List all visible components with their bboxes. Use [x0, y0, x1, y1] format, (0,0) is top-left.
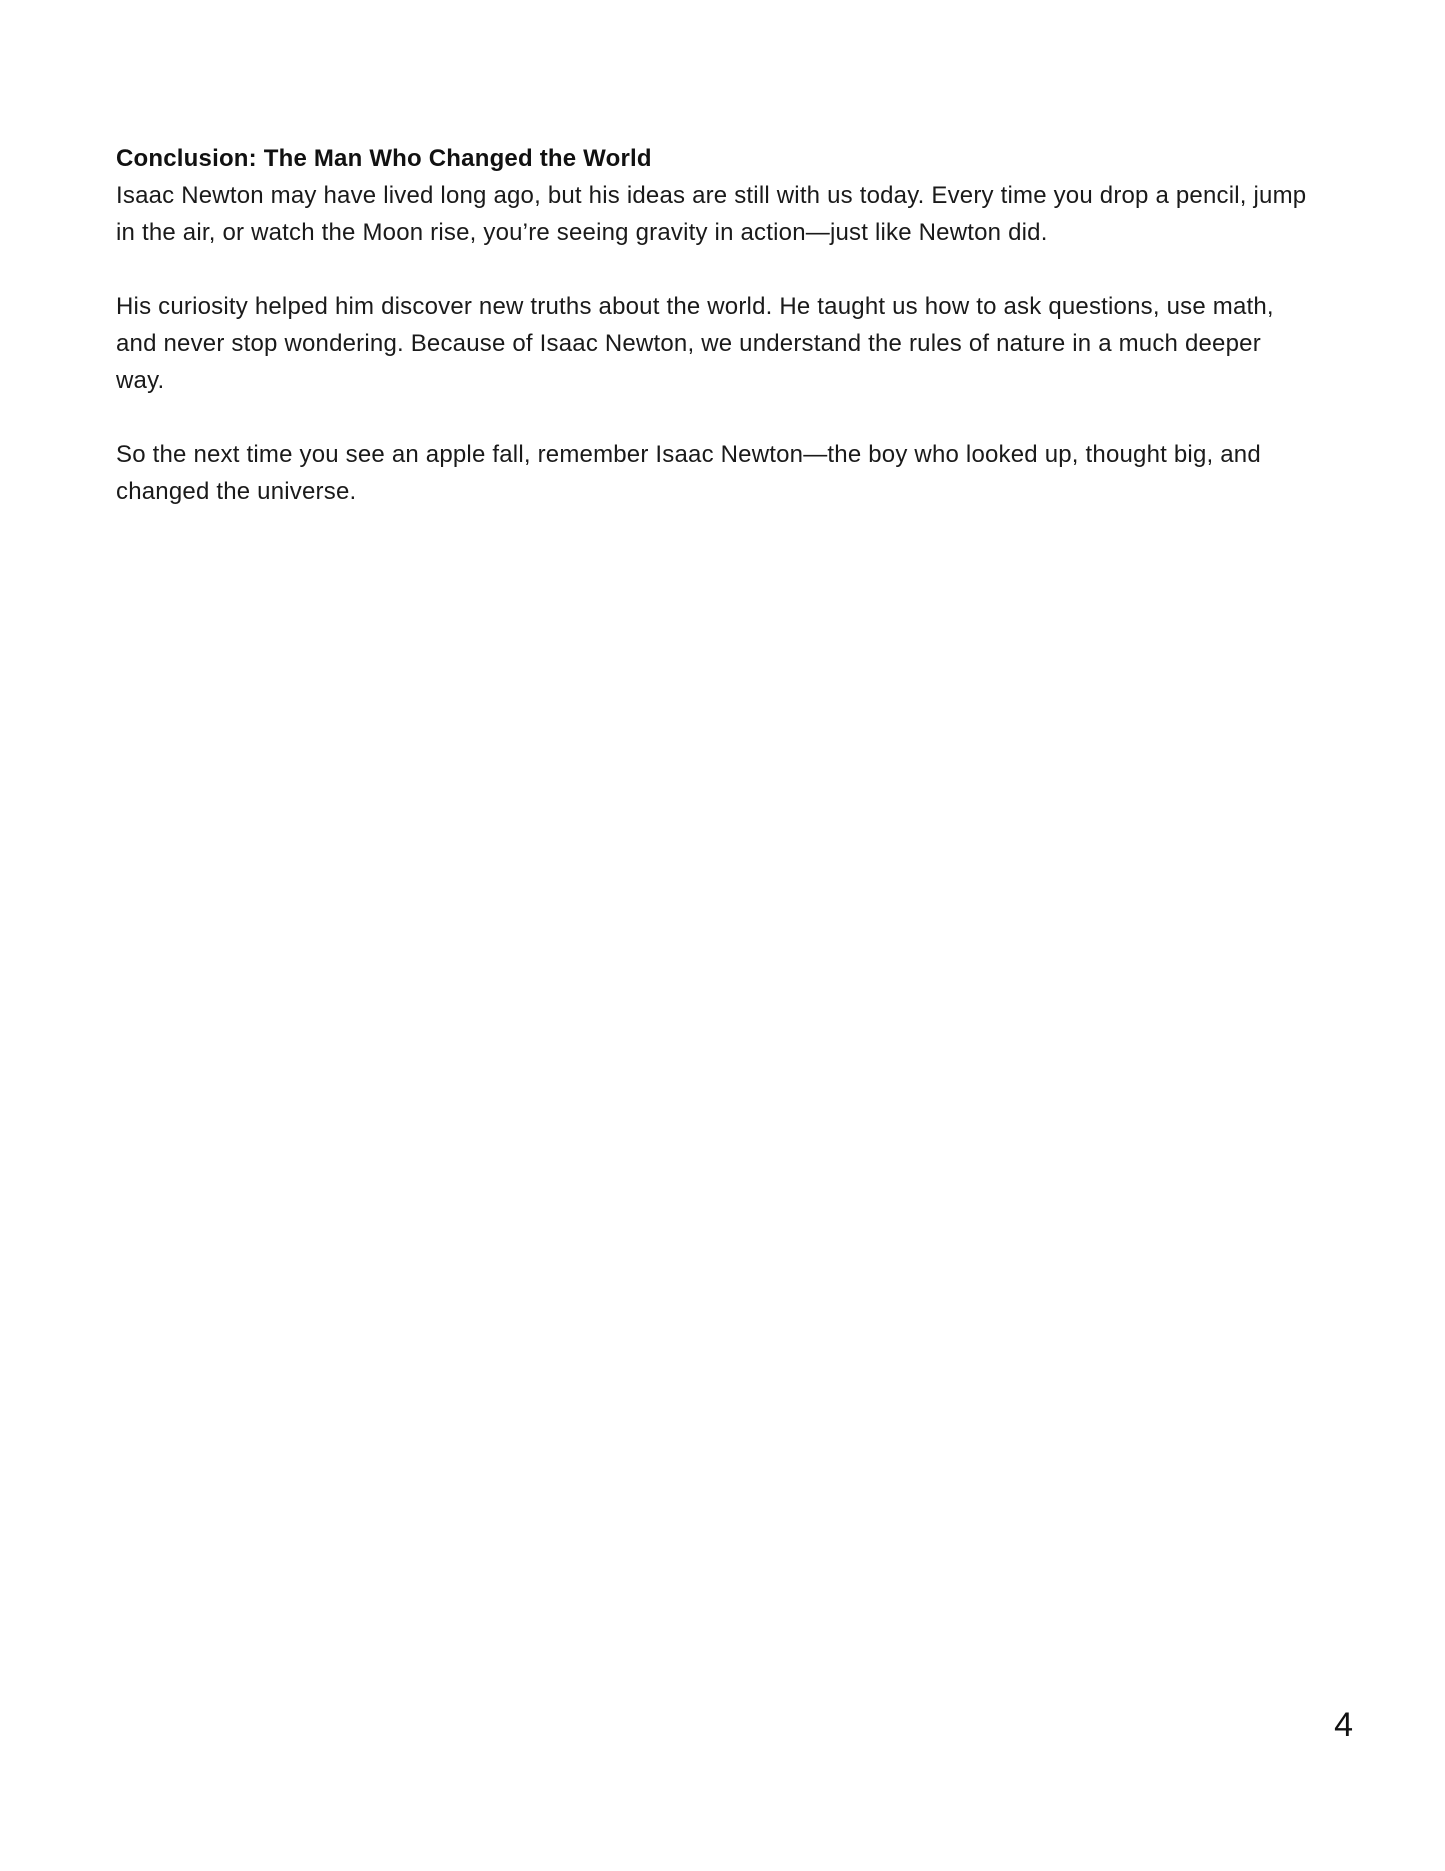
document-body — [116, 140, 1312, 510]
page-number: 4 — [1334, 1706, 1353, 1744]
paragraph-1: Isaac Newton may have lived long ago, but his ideas are still with us today. Every time you drop a pencil, jump in the air, or watch the Moon rise, you’re seeing gravity in action—just like Newton did. — [116, 182, 1307, 246]
paragraph-3: So the next time you see an apple fall, remember Isaac Newton—the boy who looked up, thought big, and changed the universe. — [116, 441, 1261, 505]
section-heading: Conclusion: The Man Who Changed the World — [116, 145, 652, 172]
paragraph-2: His curiosity helped him discover new truths about the world. He taught us how to ask questions, use math, and never stop wondering. Because of Isaac Newton, we understand the rules of nature in a much deeper way. — [116, 293, 1274, 394]
